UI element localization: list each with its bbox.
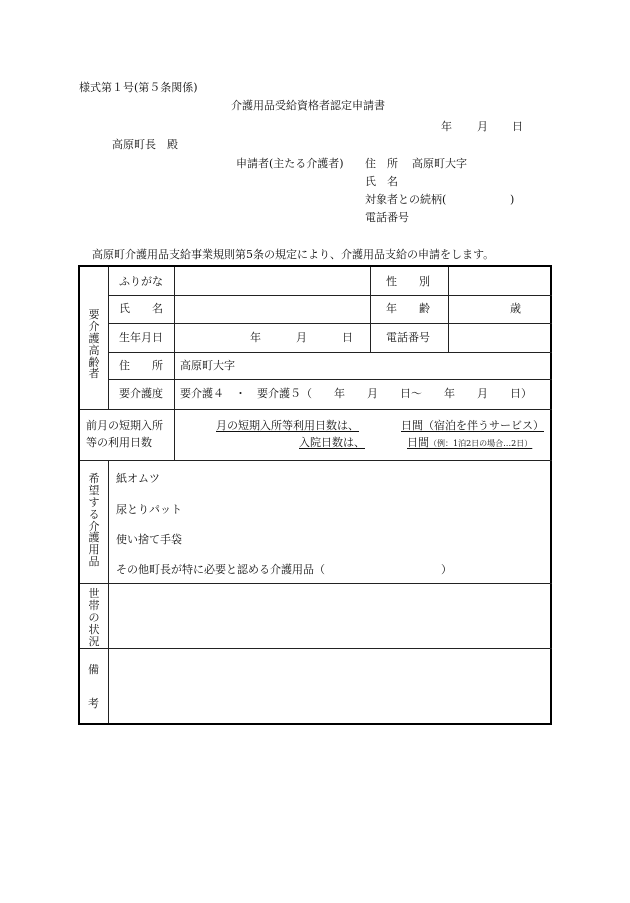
applicant-address-label: 住 所 [365, 157, 398, 170]
household-label: 世帯の状況 [88, 587, 100, 648]
grid-line [174, 267, 175, 409]
desired-items-label: 希望する介護用品 [88, 472, 100, 569]
hospital-days-text [180, 437, 532, 448]
name-field[interactable] [176, 297, 368, 321]
applicant-name-label: 氏 名 [365, 175, 398, 188]
grid-line [108, 460, 109, 723]
care-level-value: 要介護４ ・ 要介護５（ 年 月 日～ 年 月 日） [180, 387, 532, 400]
hospital-days-label: 入院日数は、 [299, 436, 365, 449]
shortstay-label-line2: 等の利用日数 [86, 436, 152, 449]
hospital-days-note: （例：1泊2日の場合…2日） [429, 439, 533, 448]
grid-line [108, 379, 552, 380]
item-other: その他町長が特に必要と認める介護用品（ [116, 563, 325, 576]
phone-field[interactable] [450, 325, 550, 350]
remarks-label-top: 備 [88, 663, 99, 676]
grid-line [80, 583, 552, 584]
item-diapers: 紙オムツ [116, 472, 160, 485]
gender-field[interactable] [450, 269, 550, 293]
item-urine-pads: 尿とりパット [116, 503, 182, 516]
grid-line [80, 648, 552, 649]
grid-line [80, 409, 552, 410]
furigana-label: ふりがな [119, 275, 163, 288]
dob-year: 年 [250, 331, 261, 344]
address-label: 住 所 [119, 359, 163, 372]
grid-line [108, 323, 552, 324]
document-title: 介護用品受給資格者認定申請書 [231, 99, 385, 112]
grid-line [108, 295, 552, 296]
date-month: 月 [477, 120, 488, 133]
grid-line [108, 267, 109, 409]
shortstay-days-unit: 日間（宿泊を伴うサービス） [401, 419, 544, 432]
remarks-field[interactable] [110, 650, 550, 723]
dob-label: 生年月日 [119, 331, 163, 344]
intro-text: 高原町介護用品支給事業規則第5条の規定により、介護用品支給の申請をします。 [92, 248, 495, 261]
applicant-relation-label: 対象者との続柄( [365, 193, 447, 206]
furigana-field[interactable] [176, 269, 368, 293]
grid-line [174, 409, 175, 460]
grid-line [80, 460, 552, 461]
item-other-close: ） [441, 563, 452, 576]
applicant-address-value: 高原町大字 [412, 157, 467, 170]
address-value: 高原町大字 [180, 359, 235, 372]
hospital-days-unit: 日間 [407, 436, 429, 449]
name-label: 氏 名 [119, 302, 163, 315]
application-table [78, 265, 552, 725]
grid-line [108, 352, 552, 353]
applicant-label: 申請者(主たる介護者) [236, 157, 344, 170]
date-day: 日 [512, 120, 523, 133]
care-level-label: 要介護度 [119, 387, 163, 400]
age-label: 年 齢 [386, 302, 430, 315]
shortstay-label-line1: 前月の短期入所 [86, 419, 163, 432]
item-disposable-gloves: 使い捨て手袋 [116, 533, 182, 546]
grid-line [448, 267, 449, 352]
shortstay-days-text [180, 420, 544, 431]
household-field[interactable] [110, 585, 550, 646]
addressee: 高原町長 殿 [112, 138, 178, 151]
age-unit: 歳 [510, 302, 521, 315]
elderly-section-label: 要介護高齢者 [88, 308, 100, 381]
date-year: 年 [441, 120, 452, 133]
form-number: 様式第１号(第５条関係) [79, 81, 198, 94]
dob-month: 月 [296, 331, 307, 344]
gender-label: 性 別 [386, 275, 430, 288]
remarks-label-bottom: 考 [88, 697, 99, 710]
dob-day: 日 [342, 331, 353, 344]
grid-line [370, 267, 371, 352]
applicant-relation-close: ) [510, 193, 515, 206]
applicant-phone-label: 電話番号 [365, 211, 409, 224]
phone-label: 電話番号 [386, 331, 430, 344]
shortstay-days-label: 月の短期入所等利用日数は、 [216, 419, 359, 432]
